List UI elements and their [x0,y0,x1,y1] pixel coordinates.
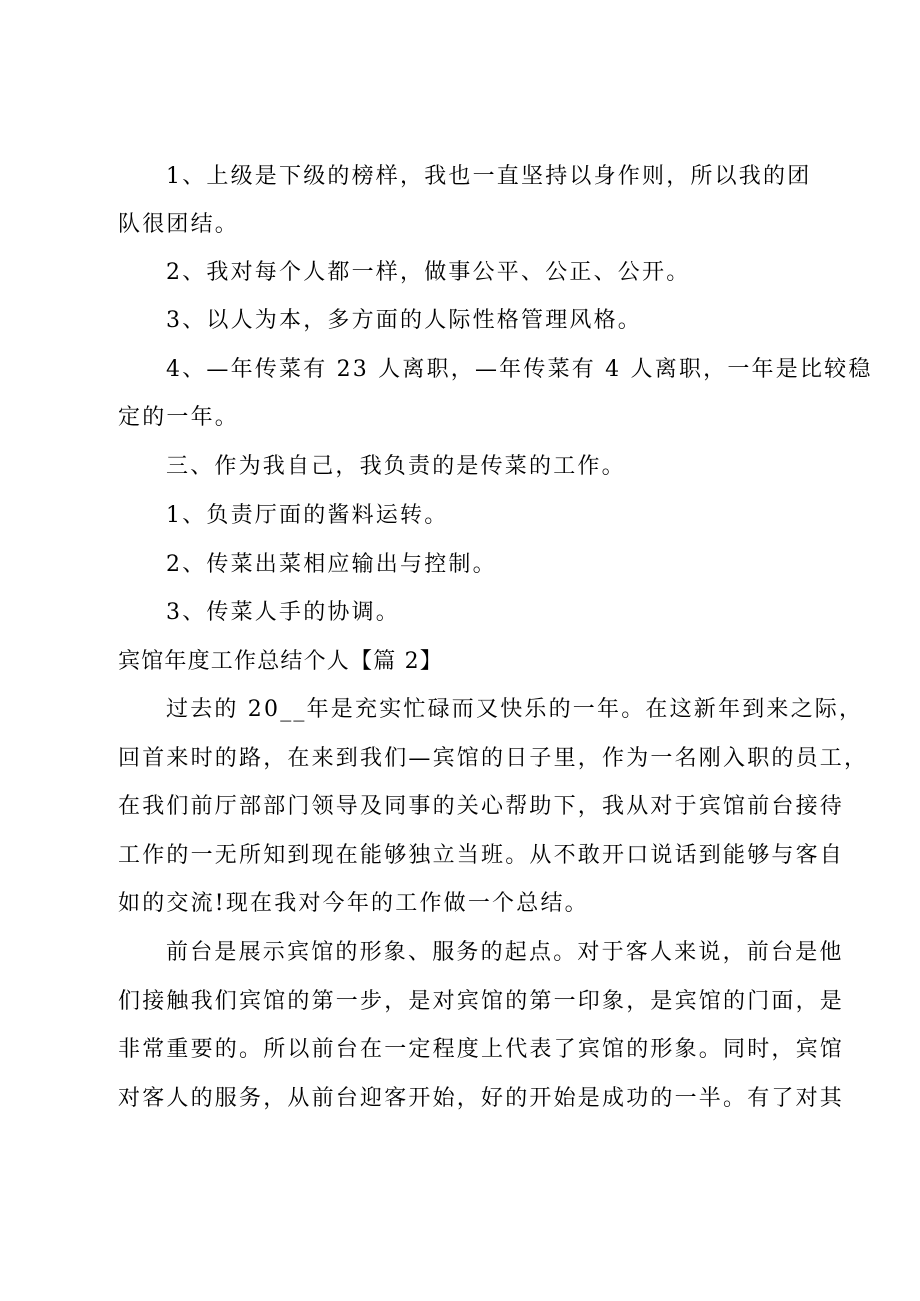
section-item-2: 2、传菜出菜相应输出与控制。 [166,552,497,577]
paragraph-1-line-4: 工作的一无所知到现在能够独立当班。从不敢开口说话到能够与客自 [118,843,845,868]
paragraph-1-line-2: 回首来时的路，在来到我们—宾馆的日子里，作为一名刚入职的员工， [118,746,869,771]
list-item-4-line-1: 4、—年传菜有 23 人离职，—年传菜有 4 人离职，一年是比较稳 [166,357,873,382]
list-item-4-line-2: 定的一年。 [118,405,240,430]
article-heading: 宾馆年度工作总结个人【篇 2】 [118,649,443,674]
paragraph-2-line-3: 非常重要的。所以前台在一定程度上代表了宾馆的形象。同时，宾馆 [118,1037,845,1062]
paragraph-2-line-1: 前台是展示宾馆的形象、服务的起点。对于客人来说，前台是他 [166,940,844,965]
list-item-2: 2、我对每个人都一样，做事公平、公正、公开。 [166,260,691,285]
paragraph-1-line-3: 在我们前厅部部门领导及同事的关心帮助下，我从对于宾馆前台接待 [118,794,845,819]
paragraph-2-line-4: 对客人的服务，从前台迎客开始，好的开始是成功的一半。有了对其 [118,1086,845,1111]
paragraph-2-line-2: 们接触我们宾馆的第一步，是对宾馆的第一印象，是宾馆的门面，是 [118,989,845,1014]
section-item-3: 3、传菜人手的协调。 [166,600,400,625]
paragraph-1-line-1: 过去的 20__年是充实忙碌而又快乐的一年。在这新年到来之际， [166,697,864,722]
list-item-1-line-2: 队很团结。 [118,212,240,237]
section-item-1: 1、负责厅面的酱料运转。 [166,503,449,528]
list-item-3: 3、以人为本，多方面的人际性格管理风格。 [166,308,642,333]
list-item-1-line-1: 1、上级是下级的榜样，我也一直坚持以身作则，所以我的团 [166,164,812,189]
section-title: 三、作为我自己，我负责的是传菜的工作。 [166,454,626,479]
paragraph-1-line-5: 如的交流!现在我对今年的工作做一个总结。 [118,891,589,916]
